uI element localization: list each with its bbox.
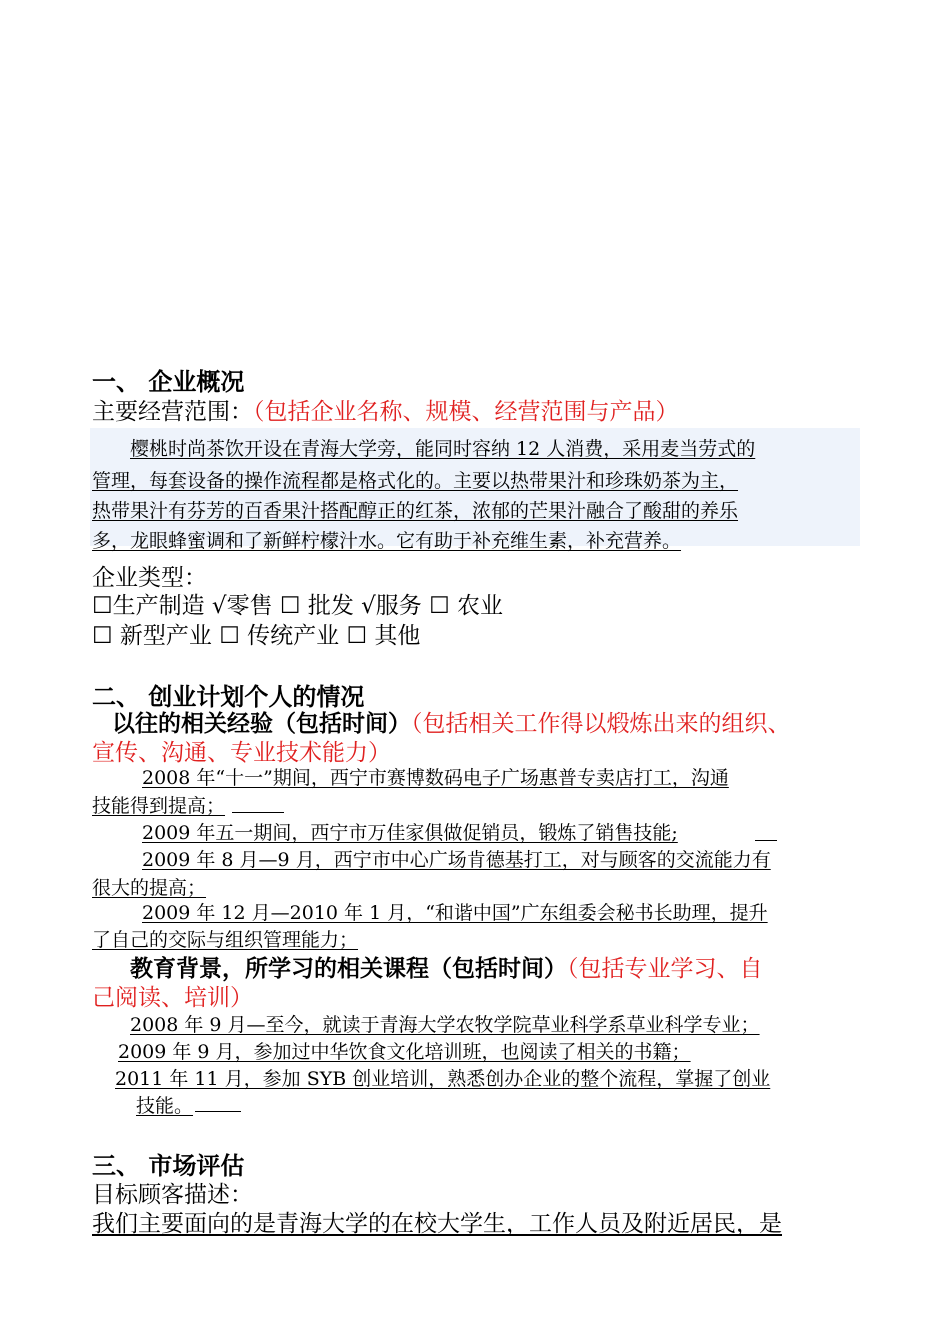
target-text: 我们主要面向的是青海大学的在校大学生，工作人员及附近居民，是 [92, 1211, 782, 1237]
section2-heading: 二、 创业计划个人的情况 [92, 683, 365, 711]
experience-line: 2009 年 8 月—9 月，西宁市中心广场肯德基打工，对与顾客的交流能力有 [142, 849, 771, 871]
type-label: 企业类型： [92, 565, 207, 591]
experience-label: 以往的相关经验（包括时间） [112, 711, 411, 737]
experience-hint: （包括相关工作得以煅炼出来的组织、 [411, 711, 791, 737]
education-line: 2011 年 11 月，参加 SYB 创业培训，熟悉创办企业的整个流程，掌握了创业 [115, 1068, 771, 1090]
scope-label: 主要经营范围： [92, 399, 253, 425]
experience-line: 技能得到提高； [92, 795, 226, 817]
target-label: 目标顾客描述： [92, 1182, 253, 1208]
experience-line: 2009 年 12 月—2010 年 1 月，“和谐中国”广东组委会秘书长助理，提升 [142, 902, 768, 924]
education-line: 2009 年 9 月，参加过中华饮食文化培训班，也阅读了相关的书籍； [118, 1041, 691, 1063]
description-line: 热带果汁有芬芳的百香果汁搭配醇正的红茶，浓郁的芒果汁融合了酸甜的养乐 [92, 500, 739, 522]
experience-line: 2009 年五一期间，西宁市万佳家俱做促销员，锻炼了销售技能; [142, 822, 678, 844]
type-options-row1: ☐生产制造 √零售 ☐ 批发 √服务 ☐ 农业 [92, 593, 504, 619]
description-line: 管理，每套设备的操作流程都是格式化的。主要以热带果汁和珍珠奶茶为主， [92, 470, 739, 492]
scope-hint: （包括企业名称、规模、经营范围与产品） [253, 399, 679, 425]
experience-line: 很大的提高； [92, 877, 207, 899]
underline-pad [232, 812, 284, 813]
scope-line [92, 393, 679, 426]
type-options-row2: ☐ 新型产业 ☐ 传统产业 ☐ 其他 [92, 623, 421, 649]
description-line: 多，龙眼蜂蜜调和了新鲜柠檬汁水。它有助于补充维生素，补充营养。 [92, 530, 682, 552]
education-label: 教育背景，所学习的相关课程（包括时间） [130, 956, 567, 982]
education-line: 技能。 [136, 1095, 194, 1117]
section3-heading: 三、 市场评估 [92, 1152, 245, 1180]
underline-pad [755, 840, 777, 841]
experience-line: 2008 年“十一”期间，西宁市赛博数码电子广场惠普专卖店打工，沟通 [142, 767, 729, 789]
section1-heading: 一、 企业概况 [92, 368, 245, 396]
education-line: 2008 年 9 月—至今，就读于青海大学农牧学院草业科学系草业科学专业； [130, 1014, 760, 1036]
description-line: 樱桃时尚茶饮开设在青海大学旁，能同时容纳 12 人消费，采用麦当劳式的 [130, 438, 756, 460]
experience-hint-cont: 宣传、沟通、专业技术能力） [92, 740, 391, 766]
education-hint-cont: 己阅读、培训） [92, 985, 253, 1011]
underline-pad [195, 1111, 241, 1112]
experience-line: 了自己的交际与组织管理能力； [92, 929, 359, 951]
education-hint: （包括专业学习、自 [567, 956, 763, 982]
